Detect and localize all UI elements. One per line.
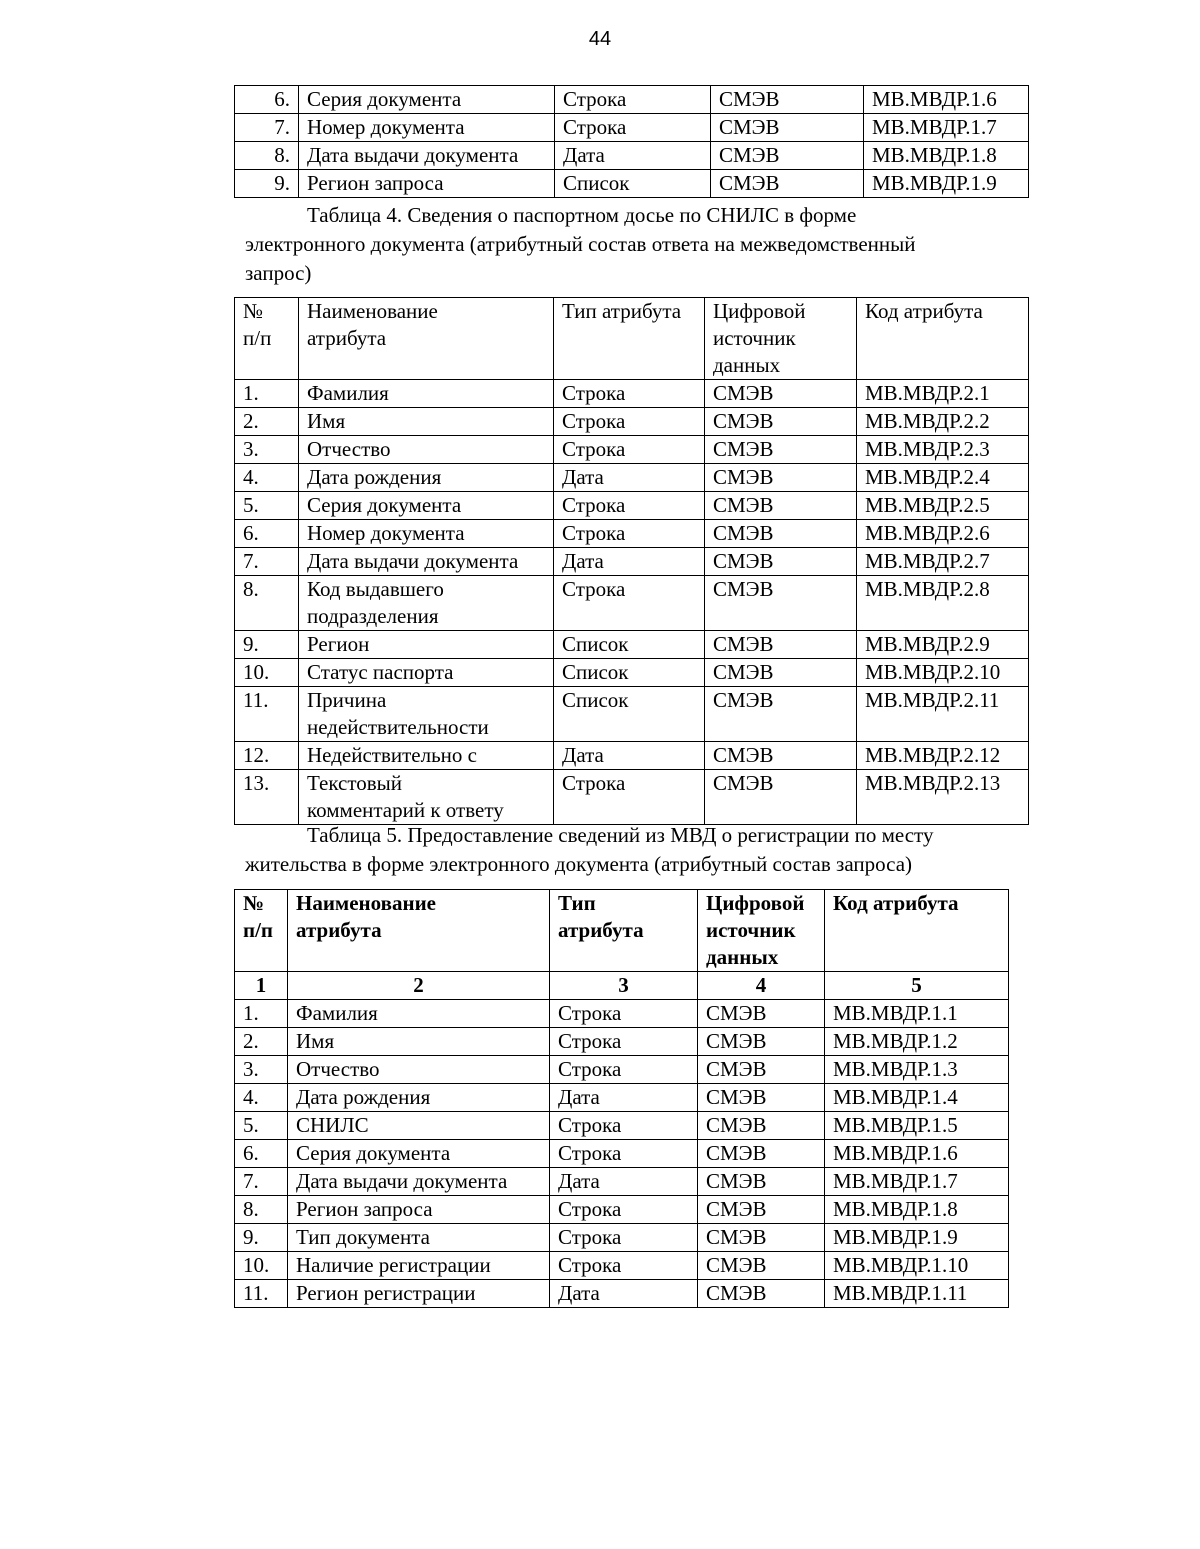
cell-data-source: СМЭВ <box>705 408 857 436</box>
cell-number: 8. <box>235 142 299 170</box>
header-attribute-name <box>288 890 550 972</box>
cell-attribute-name-line: подразделения <box>307 604 439 628</box>
cell-number: 3. <box>235 436 299 464</box>
table5 <box>234 889 1009 1308</box>
cell-attribute-name-line: Текстовый <box>307 771 403 795</box>
cell-attribute-code: МВ.МВДР.1.7 <box>864 114 1029 142</box>
cell-attribute-code: МВ.МВДР.1.8 <box>825 1196 1009 1224</box>
cell-data-source: СМЭВ <box>698 1224 825 1252</box>
table-row <box>235 770 1029 825</box>
cell-attribute-type: Строка <box>550 1000 698 1028</box>
cell-number: 11. <box>235 687 299 742</box>
cell-number: 10. <box>235 1252 288 1280</box>
cell-number: 1. <box>235 380 299 408</box>
table-row <box>235 1000 1009 1028</box>
header-data-source-line: источник <box>706 918 796 942</box>
cell-attribute-type: Строка <box>550 1056 698 1084</box>
cell-attribute-name: Регион запроса <box>299 170 555 198</box>
cell-attribute-type: Дата <box>554 464 705 492</box>
header-attribute-name-line: атрибута <box>307 326 387 350</box>
column-number: 2 <box>288 972 550 1000</box>
table-row <box>235 1056 1009 1084</box>
cell-data-source: СМЭВ <box>705 742 857 770</box>
table-header-row <box>235 298 1029 380</box>
cell-data-source: СМЭВ <box>711 86 864 114</box>
cell-attribute-name <box>299 576 554 631</box>
header-number-line: п/п <box>243 326 272 350</box>
cell-data-source: СМЭВ <box>698 1168 825 1196</box>
cell-attribute-type: Дата <box>554 742 705 770</box>
header-attribute-code <box>825 890 1009 972</box>
table-row <box>235 1112 1009 1140</box>
cell-number: 3. <box>235 1056 288 1084</box>
table-row <box>235 520 1029 548</box>
cell-attribute-name <box>299 659 554 687</box>
cell-attribute-name: Номер документа <box>299 114 555 142</box>
cell-attribute-name: Тип документа <box>288 1224 550 1252</box>
cell-attribute-code: МВ.МВДР.2.2 <box>857 408 1029 436</box>
cell-attribute-name <box>299 436 554 464</box>
table4-body <box>235 380 1029 825</box>
cell-number: 12. <box>235 742 299 770</box>
cell-number: 13. <box>235 770 299 825</box>
cell-number: 7. <box>235 1168 288 1196</box>
cell-attribute-type: Строка <box>550 1028 698 1056</box>
cell-number: 4. <box>235 1084 288 1112</box>
cell-attribute-code: МВ.МВДР.2.5 <box>857 492 1029 520</box>
cell-attribute-type: Строка <box>554 380 705 408</box>
cell-attribute-name <box>299 548 554 576</box>
cell-attribute-type: Строка <box>550 1112 698 1140</box>
cell-attribute-name: Регион запроса <box>288 1196 550 1224</box>
cell-number: 8. <box>235 1196 288 1224</box>
cell-data-source: СМЭВ <box>698 1000 825 1028</box>
cell-attribute-type: Строка <box>550 1140 698 1168</box>
cell-attribute-type: Строка <box>554 492 705 520</box>
cell-number: 7. <box>235 548 299 576</box>
cell-number: 9. <box>235 1224 288 1252</box>
table-row <box>235 408 1029 436</box>
table5-caption-line: жительства в форме электронного документа (атрибутный состав запроса) <box>245 852 913 876</box>
cell-attribute-code: МВ.МВДР.2.10 <box>857 659 1029 687</box>
table-row <box>235 1224 1009 1252</box>
table-row <box>235 86 1029 114</box>
cell-attribute-type: Строка <box>554 436 705 464</box>
cell-attribute-name: Имя <box>288 1028 550 1056</box>
cell-attribute-type: Список <box>554 631 705 659</box>
table-row <box>235 142 1029 170</box>
column-number-row <box>235 972 1009 1000</box>
cell-attribute-type: Строка <box>555 114 711 142</box>
header-attribute-type-line: Тип атрибута <box>562 299 682 323</box>
header-data-source-line: источник <box>713 326 796 350</box>
cell-number: 6. <box>235 520 299 548</box>
cell-attribute-name <box>299 492 554 520</box>
cell-attribute-code: МВ.МВДР.1.3 <box>825 1056 1009 1084</box>
table-row <box>235 464 1029 492</box>
header-attribute-type <box>550 890 698 972</box>
cell-attribute-code: МВ.МВДР.1.9 <box>864 170 1029 198</box>
cell-attribute-type: Дата <box>555 142 711 170</box>
cell-attribute-name <box>299 687 554 742</box>
table5-caption <box>245 821 1035 879</box>
cell-number: 1. <box>235 1000 288 1028</box>
cell-data-source: СМЭВ <box>711 170 864 198</box>
header-attribute-type <box>554 298 705 380</box>
column-number: 1 <box>235 972 288 1000</box>
header-data-source-line: данных <box>706 945 779 969</box>
column-number: 4 <box>698 972 825 1000</box>
header-number-line: п/п <box>243 918 274 942</box>
header-data-source-line: Цифровой <box>713 299 806 323</box>
header-number <box>235 298 299 380</box>
cell-attribute-code: МВ.МВДР.2.9 <box>857 631 1029 659</box>
cell-attribute-name <box>299 770 554 825</box>
cell-attribute-type: Дата <box>554 548 705 576</box>
cell-attribute-code: МВ.МВДР.1.6 <box>825 1140 1009 1168</box>
cell-data-source: СМЭВ <box>698 1112 825 1140</box>
table5-body <box>235 1000 1009 1308</box>
table-row <box>235 1252 1009 1280</box>
cell-attribute-type: Строка <box>554 576 705 631</box>
header-attribute-name-line: Наименование <box>296 891 436 915</box>
cell-attribute-code: МВ.МВДР.1.1 <box>825 1000 1009 1028</box>
header-attribute-name-line: Наименование <box>307 299 438 323</box>
cell-data-source: СМЭВ <box>705 520 857 548</box>
cell-data-source: СМЭВ <box>705 659 857 687</box>
header-number <box>235 890 288 972</box>
cell-data-source: СМЭВ <box>705 631 857 659</box>
cell-attribute-name-line: Имя <box>307 409 346 433</box>
cell-attribute-type: Список <box>554 687 705 742</box>
cell-number: 5. <box>235 1112 288 1140</box>
cell-attribute-type: Список <box>554 659 705 687</box>
header-attribute-code <box>857 298 1029 380</box>
table-row <box>235 1140 1009 1168</box>
table-row <box>235 436 1029 464</box>
cell-attribute-code: МВ.МВДР.2.4 <box>857 464 1029 492</box>
cell-attribute-type: Строка <box>554 408 705 436</box>
cell-attribute-name-line: недействительности <box>307 715 489 739</box>
cell-number: 9. <box>235 170 299 198</box>
table4-caption-line: запрос) <box>245 261 312 285</box>
header-number-line: № <box>243 891 265 915</box>
cell-attribute-code: МВ.МВДР.2.8 <box>857 576 1029 631</box>
page-number: 44 <box>588 28 612 50</box>
cell-attribute-type: Список <box>555 170 711 198</box>
cell-attribute-code: МВ.МВДР.2.13 <box>857 770 1029 825</box>
cell-data-source: СМЭВ <box>698 1084 825 1112</box>
table-row <box>235 1280 1009 1308</box>
cell-attribute-name-line: Причина <box>307 688 387 712</box>
cell-attribute-type: Дата <box>550 1168 698 1196</box>
cell-data-source: СМЭВ <box>705 687 857 742</box>
header-data-source <box>705 298 857 380</box>
cell-attribute-code: МВ.МВДР.1.6 <box>864 86 1029 114</box>
cell-attribute-name: СНИЛС <box>288 1112 550 1140</box>
cell-data-source: СМЭВ <box>705 464 857 492</box>
cell-attribute-name: Серия документа <box>299 86 555 114</box>
table-row <box>235 492 1029 520</box>
cell-attribute-name <box>299 380 554 408</box>
cell-attribute-code: МВ.МВДР.2.6 <box>857 520 1029 548</box>
header-data-source <box>698 890 825 972</box>
cell-attribute-name-line: Дата выдачи документа <box>307 549 519 573</box>
table-row <box>235 548 1029 576</box>
cell-attribute-name <box>299 742 554 770</box>
header-attribute-type-line: атрибута <box>558 918 644 942</box>
cell-attribute-name <box>299 408 554 436</box>
cell-attribute-type: Строка <box>554 770 705 825</box>
table-row <box>235 742 1029 770</box>
cell-data-source: СМЭВ <box>698 1196 825 1224</box>
cell-number: 6. <box>235 86 299 114</box>
cell-data-source: СМЭВ <box>698 1252 825 1280</box>
cell-attribute-name: Дата выдачи документа <box>288 1168 550 1196</box>
column-number: 3 <box>550 972 698 1000</box>
table-row <box>235 380 1029 408</box>
cell-attribute-name-line: Код выдавшего <box>307 577 444 601</box>
cell-attribute-code: МВ.МВДР.1.4 <box>825 1084 1009 1112</box>
cell-data-source: СМЭВ <box>705 380 857 408</box>
cell-attribute-code: МВ.МВДР.1.11 <box>825 1280 1009 1308</box>
cell-attribute-name-line: Статус паспорта <box>307 660 454 684</box>
cell-attribute-name-line: Номер документа <box>307 521 465 545</box>
header-number-line: № <box>243 299 264 323</box>
table4 <box>234 297 1029 825</box>
header-attribute-name-line: атрибута <box>296 918 382 942</box>
table4-caption-line: электронного документа (атрибутный состав ответа на межведомственный <box>245 232 916 256</box>
cell-number: 6. <box>235 1140 288 1168</box>
cell-attribute-code: МВ.МВДР.2.12 <box>857 742 1029 770</box>
header-attribute-code-line: Код атрибута <box>865 299 983 323</box>
table-row <box>235 576 1029 631</box>
cell-attribute-type: Дата <box>550 1084 698 1112</box>
cell-data-source: СМЭВ <box>711 114 864 142</box>
cell-attribute-name: Регион регистрации <box>288 1280 550 1308</box>
cell-attribute-code: МВ.МВДР.1.10 <box>825 1252 1009 1280</box>
table3-body <box>235 86 1029 198</box>
cell-data-source: СМЭВ <box>698 1056 825 1084</box>
cell-attribute-name-line: Отчество <box>307 437 391 461</box>
cell-number: 9. <box>235 631 299 659</box>
cell-attribute-code: МВ.МВДР.1.9 <box>825 1224 1009 1252</box>
cell-attribute-name-line: Недействительно с <box>307 743 477 767</box>
cell-number: 5. <box>235 492 299 520</box>
table-header-row <box>235 890 1009 972</box>
cell-attribute-code: МВ.МВДР.2.11 <box>857 687 1029 742</box>
cell-attribute-type: Строка <box>555 86 711 114</box>
cell-attribute-type: Дата <box>550 1280 698 1308</box>
cell-attribute-code: МВ.МВДР.1.8 <box>864 142 1029 170</box>
cell-attribute-code: МВ.МВДР.1.5 <box>825 1112 1009 1140</box>
cell-attribute-name: Фамилия <box>288 1000 550 1028</box>
table5-caption-line: Таблица 5. Предоставление сведений из МВД о регистрации по месту <box>307 823 934 847</box>
cell-attribute-name: Дата выдачи документа <box>299 142 555 170</box>
header-data-source-line: данных <box>713 353 781 377</box>
cell-number: 8. <box>235 576 299 631</box>
cell-attribute-type: Строка <box>550 1196 698 1224</box>
cell-attribute-code: МВ.МВДР.2.7 <box>857 548 1029 576</box>
table-row <box>235 114 1029 142</box>
header-attribute-code-line: Код атрибута <box>833 891 959 915</box>
cell-attribute-code: МВ.МВДР.1.2 <box>825 1028 1009 1056</box>
cell-attribute-name-line: Фамилия <box>307 381 389 405</box>
column-number: 5 <box>825 972 1009 1000</box>
cell-attribute-code: МВ.МВДР.2.3 <box>857 436 1029 464</box>
table4-header <box>235 298 1029 380</box>
table5-header <box>235 890 1009 1000</box>
header-data-source-line: Цифровой <box>706 891 805 915</box>
table-row <box>235 659 1029 687</box>
cell-data-source: СМЭВ <box>698 1028 825 1056</box>
cell-number: 2. <box>235 408 299 436</box>
table4-caption <box>245 201 1035 288</box>
cell-attribute-name: Дата рождения <box>288 1084 550 1112</box>
cell-number: 4. <box>235 464 299 492</box>
cell-attribute-code: МВ.МВДР.1.7 <box>825 1168 1009 1196</box>
cell-data-source: СМЭВ <box>705 492 857 520</box>
cell-data-source: СМЭВ <box>705 436 857 464</box>
cell-data-source: СМЭВ <box>711 142 864 170</box>
header-attribute-name <box>299 298 554 380</box>
cell-data-source: СМЭВ <box>705 576 857 631</box>
table-row <box>235 170 1029 198</box>
cell-attribute-type: Строка <box>550 1252 698 1280</box>
cell-attribute-name <box>299 631 554 659</box>
cell-attribute-name <box>299 520 554 548</box>
cell-data-source: СМЭВ <box>705 770 857 825</box>
cell-number: 11. <box>235 1280 288 1308</box>
header-attribute-type-line: Тип <box>558 891 596 915</box>
table-row <box>235 1028 1009 1056</box>
cell-attribute-name: Наличие регистрации <box>288 1252 550 1280</box>
cell-attribute-name: Отчество <box>288 1056 550 1084</box>
cell-attribute-name-line: Дата рождения <box>307 465 442 489</box>
cell-attribute-name-line: комментарий к ответу <box>307 798 504 822</box>
cell-attribute-name-line: Регион <box>307 632 370 656</box>
cell-attribute-type: Строка <box>550 1224 698 1252</box>
table3-continuation <box>234 85 1029 198</box>
table4-caption-line: Таблица 4. Сведения о паспортном досье по СНИЛС в форме <box>307 203 857 227</box>
cell-number: 10. <box>235 659 299 687</box>
cell-attribute-code: МВ.МВДР.2.1 <box>857 380 1029 408</box>
cell-data-source: СМЭВ <box>698 1280 825 1308</box>
cell-attribute-name <box>299 464 554 492</box>
cell-data-source: СМЭВ <box>698 1140 825 1168</box>
cell-attribute-name-line: Серия документа <box>307 493 462 517</box>
table-row <box>235 631 1029 659</box>
cell-number: 7. <box>235 114 299 142</box>
table-row <box>235 1084 1009 1112</box>
cell-data-source: СМЭВ <box>705 548 857 576</box>
cell-number: 2. <box>235 1028 288 1056</box>
cell-attribute-type: Строка <box>554 520 705 548</box>
table-row <box>235 687 1029 742</box>
table-row <box>235 1196 1009 1224</box>
table-row <box>235 1168 1009 1196</box>
cell-attribute-name: Серия документа <box>288 1140 550 1168</box>
